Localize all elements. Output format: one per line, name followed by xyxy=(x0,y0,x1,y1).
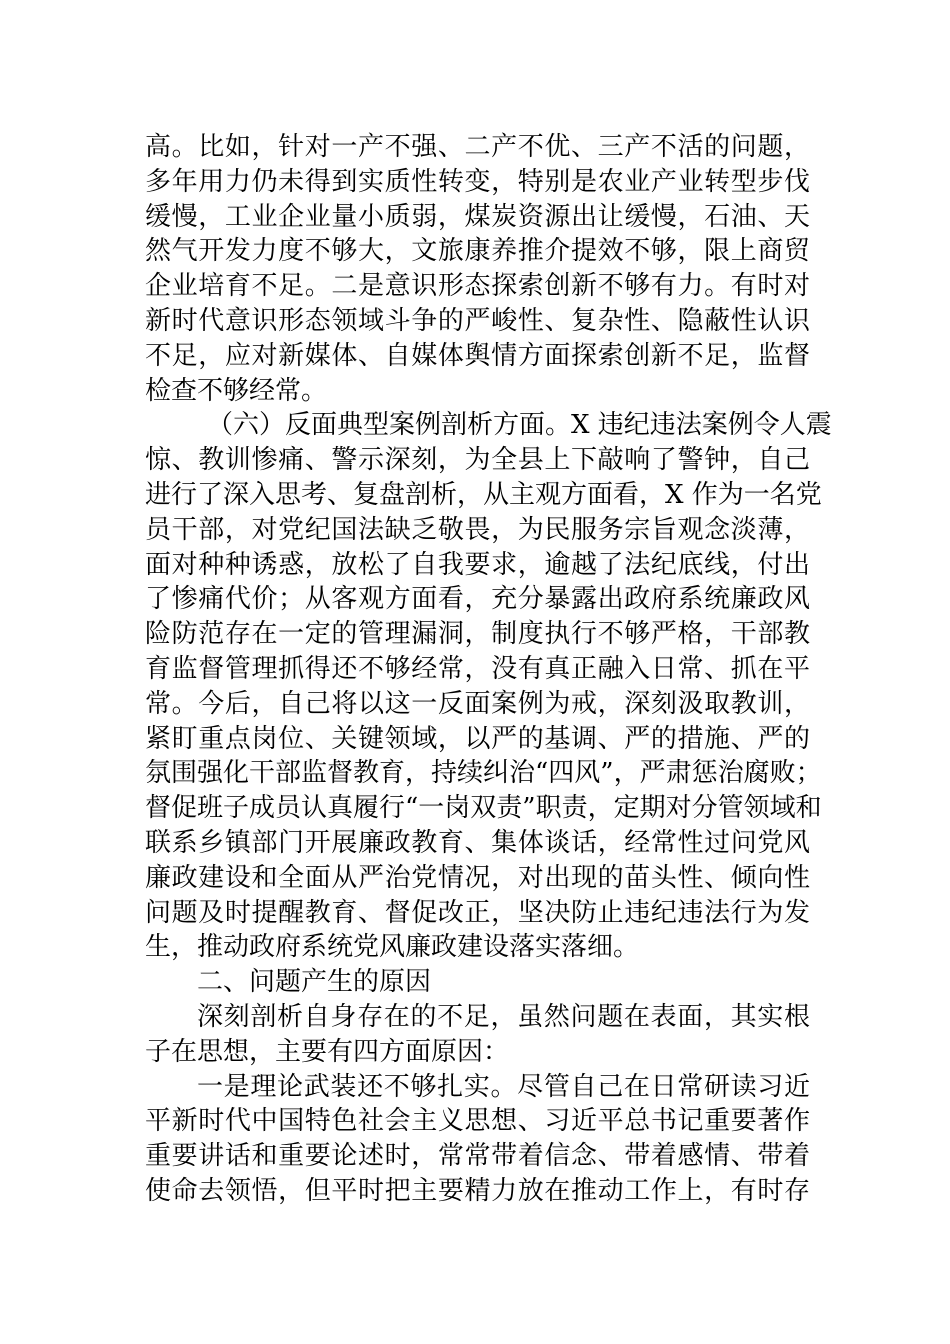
text-line: 氛围强化干部监督教育，持续纠治“四风”，严肃惩治腐败； xyxy=(145,758,822,789)
text-line: 廉政建设和全面从严治党情况，对出现的苗头性、倾向性 xyxy=(145,862,810,893)
text-line: 督促班子成员认真履行“一岗双责”职责，定期对分管领域和 xyxy=(145,793,822,824)
text-line: 问题及时提醒教育、督促改正，坚决防止违纪违法行为发 xyxy=(145,897,810,928)
text-line: （六）反面典型案例剖析方面。X 违纪违法案例令人震 xyxy=(207,410,832,441)
text-line: 深刻剖析自身存在的不足，虽然问题在表面，其实根 xyxy=(197,1001,810,1032)
text-line: 检查不够经常。 xyxy=(145,375,328,406)
text-line: 育监督管理抓得还不够经常，没有真正融入日常、抓在平 xyxy=(145,653,810,684)
text-line: 常。今后，自己将以这一反面案例为戒，深刻汲取教训， xyxy=(145,688,810,719)
text-line: 紧盯重点岗位、关键领域，以严的基调、严的措施、严的 xyxy=(145,723,810,754)
text-line: 联系乡镇部门开展廉政教育、集体谈话，经常性过问党风 xyxy=(145,827,810,858)
text-line: 新时代意识形态领域斗争的严峻性、复杂性、隐蔽性认识 xyxy=(145,305,810,336)
section-heading: 二、问题产生的原因 xyxy=(197,967,432,998)
text-line: 险防范存在一定的管理漏洞，制度执行不够严格，干部教 xyxy=(145,619,810,650)
text-line: 缓慢，工业企业量小质弱，煤炭资源出让缓慢，石油、天 xyxy=(145,201,810,232)
text-line: 高。比如，针对一产不强、二产不优、三产不活的问题， xyxy=(145,132,810,162)
text-line: 然气开发力度不够大，文旅康养推介提效不够，限上商贸 xyxy=(145,236,810,267)
text-line: 多年用力仍未得到实质性转变，特别是农业产业转型步伐 xyxy=(145,166,810,197)
text-line: 重要讲话和重要论述时，常常带着信念、带着感情、带着 xyxy=(145,1141,810,1172)
text-line: 不足，应对新媒体、自媒体舆情方面探索创新不足，监督 xyxy=(145,340,810,371)
text-line: 一是理论武装还不够扎实。尽管自己在日常研读习近 xyxy=(197,1071,810,1102)
text-line: 企业培育不足。二是意识形态探索创新不够有力。有时对 xyxy=(145,271,810,302)
text-line: 子在思想，主要有四方面原因： xyxy=(145,1036,510,1067)
text-line: 生，推动政府系统党风廉政建设落实落细。 xyxy=(145,932,640,963)
text-line: 惊、教训惨痛、警示深刻，为全县上下敲响了警钟，自己 xyxy=(145,445,810,476)
document-body xyxy=(145,130,832,1209)
text-line: 平新时代中国特色社会主义思想、习近平总书记重要著作 xyxy=(145,1106,810,1137)
text-line: 进行了深入思考、复盘剖析，从主观方面看，X 作为一名党 xyxy=(145,479,822,510)
text-line: 员干部，对党纪国法缺乏敬畏，为民服务宗旨观念淡薄， xyxy=(145,514,810,545)
text-line: 使命去领悟，但平时把主要精力放在推动工作上，有时存 xyxy=(145,1175,810,1206)
text-line: 面对种种诱惑，放松了自我要求，逾越了法纪底线，付出 xyxy=(145,549,810,580)
text-line: 了惨痛代价；从客观方面看，充分暴露出政府系统廉政风 xyxy=(145,584,810,615)
